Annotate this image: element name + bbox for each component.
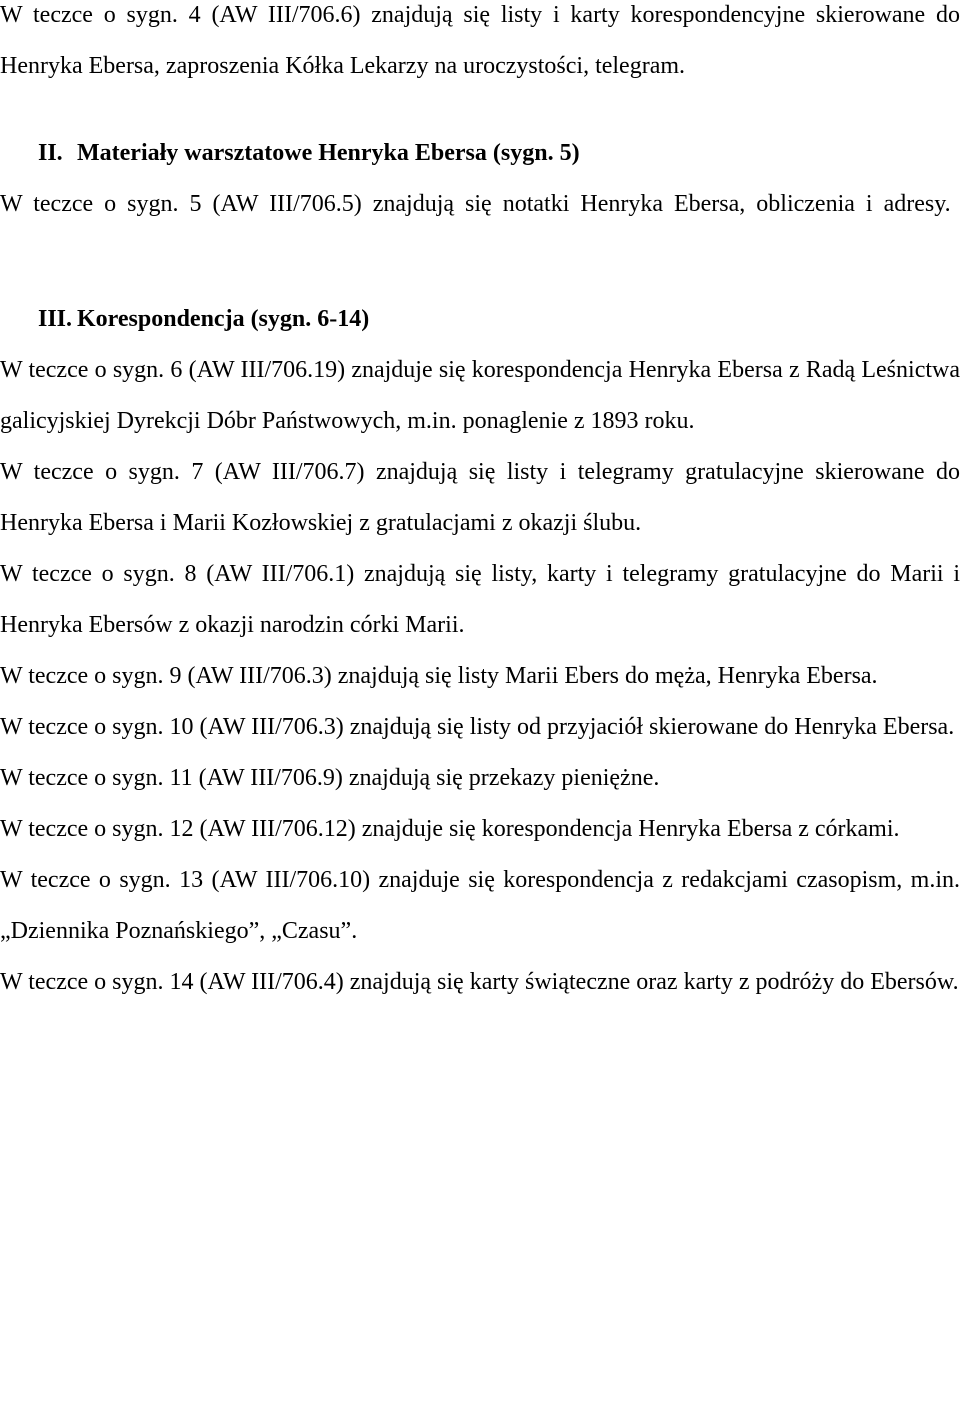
paragraph-sygn-8: W teczce o sygn. 8 (AW III/706.1) znajdują się listy, karty i telegramy gratulacyjne do Marii i Henryka Ebersów z okazji narodzin córki Marii. [0, 561, 960, 638]
paragraph-sygn-5: W teczce o sygn. 5 (AW III/706.5) znajdują się notatki Henryka Ebersa, obliczenia i adresy. [0, 191, 951, 217]
paragraph-sygn-9: W teczce o sygn. 9 (AW III/706.3) znajdują się listy Marii Ebers do męża, Henryka Ebersa. [0, 663, 878, 689]
paragraph-sygn-13: W teczce o sygn. 13 (AW III/706.10) znajduje się korespondencja z redakcjami czasopism, m.in. „Dziennika Poznańskiego”, „Czasu”. [0, 867, 960, 944]
section-heading-3 [0, 294, 960, 345]
paragraph-sygn-11: W teczce o sygn. 11 (AW III/706.9) znajdują się przekazy pieniężne. [0, 765, 660, 791]
paragraph-sygn-7: W teczce o sygn. 7 (AW III/706.7) znajdują się listy i telegramy gratulacyjne skierowane do Henryka Ebersa i Marii Kozłowskiej z gratulacjami z okazji ślubu. [0, 459, 960, 536]
section-title: Korespondencja (sygn. 6-14) [77, 306, 370, 332]
paragraph-sygn-12: W teczce o sygn. 12 (AW III/706.12) znajduje się korespondencja Henryka Ebersa z córkami. [0, 816, 900, 842]
paragraph-sygn-4: W teczce o sygn. 4 (AW III/706.6) znajdują się listy i karty korespondencyjne skierowane do Henryka Ebersa, zaproszenia Kółka Lekarzy na uroczystości, telegram. [0, 2, 960, 79]
paragraph-sygn-6: W teczce o sygn. 6 (AW III/706.19) znajduje się korespondencja Henryka Ebersa z Radą Leśnictwa galicyjskiej Dyrekcji Dóbr Państwowych, m.in. ponaglenie z 1893 roku. [0, 357, 960, 434]
section-number: III. [38, 306, 73, 332]
paragraph-sygn-10: W teczce o sygn. 10 (AW III/706.3) znajdują się listy od przyjaciół skierowane do Henryka Ebersa. [0, 714, 955, 740]
paragraph-sygn-14: W teczce o sygn. 14 (AW III/706.4) znajdują się karty świąteczne oraz karty z podróży do Ebersów. [0, 969, 959, 995]
section-title: Materiały warsztatowe Henryka Ebersa (sygn. 5) [77, 140, 580, 166]
section-heading-2 [0, 128, 960, 179]
section-number: II. [38, 140, 63, 166]
spacer [0, 230, 960, 294]
spacer [0, 92, 960, 128]
